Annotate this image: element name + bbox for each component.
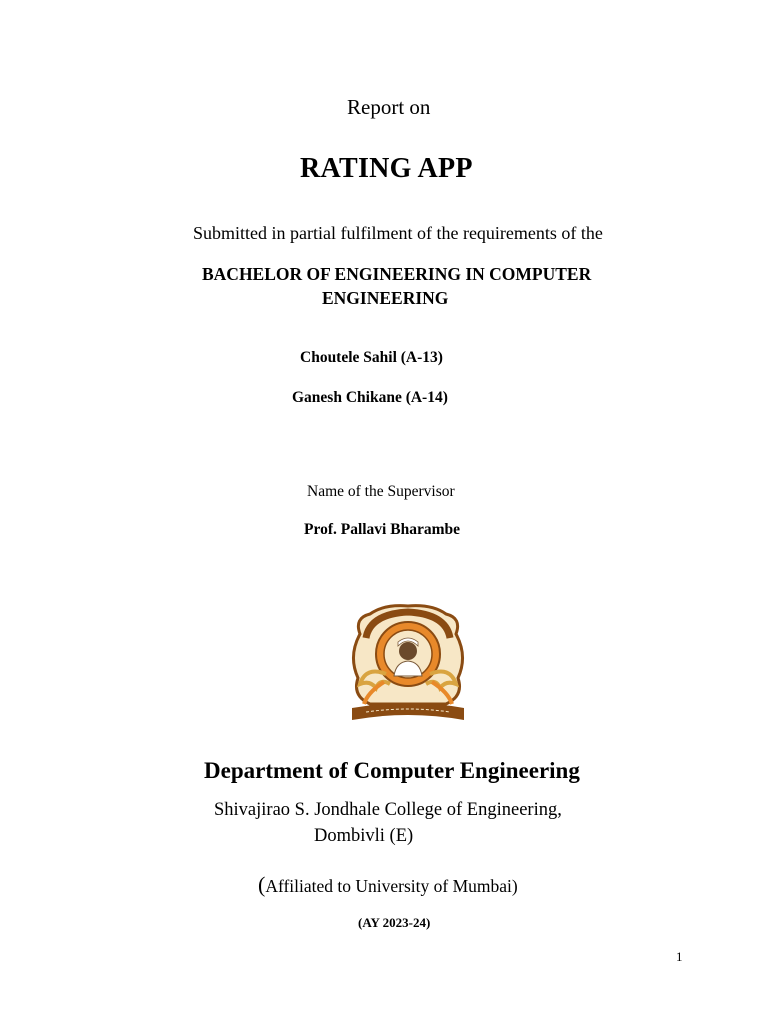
academic-year: (AY 2023-24) [358, 915, 431, 930]
student-name: Ganesh Chikane (A-14) [292, 389, 448, 406]
department-name: Department of Computer Engineering [204, 758, 580, 783]
report-title: RATING APP [300, 153, 473, 184]
report-heading: Report on [347, 95, 431, 119]
college-location: Dombivli (E) [314, 826, 414, 846]
page-number: 1 [676, 949, 683, 964]
college-emblem-icon [346, 604, 470, 724]
submission-statement: Submitted in partial fulfilment of the requirements of the [193, 223, 603, 243]
degree-line-1: BACHELOR OF ENGINEERING IN COMPUTER [202, 264, 592, 284]
affiliation-open-paren: ( [258, 872, 266, 897]
affiliation [258, 872, 518, 898]
supervisor-label: Name of the Supervisor [307, 483, 455, 500]
supervisor-name: Prof. Pallavi Bharambe [304, 521, 460, 538]
college-emblem-logo [346, 604, 470, 724]
affiliation-text: Affiliated to University of Mumbai) [265, 876, 518, 896]
degree-line-2: ENGINEERING [322, 288, 449, 308]
student-name: Choutele Sahil (A-13) [300, 349, 443, 366]
college-name: Shivajirao S. Jondhale College of Engineering, [214, 800, 562, 820]
